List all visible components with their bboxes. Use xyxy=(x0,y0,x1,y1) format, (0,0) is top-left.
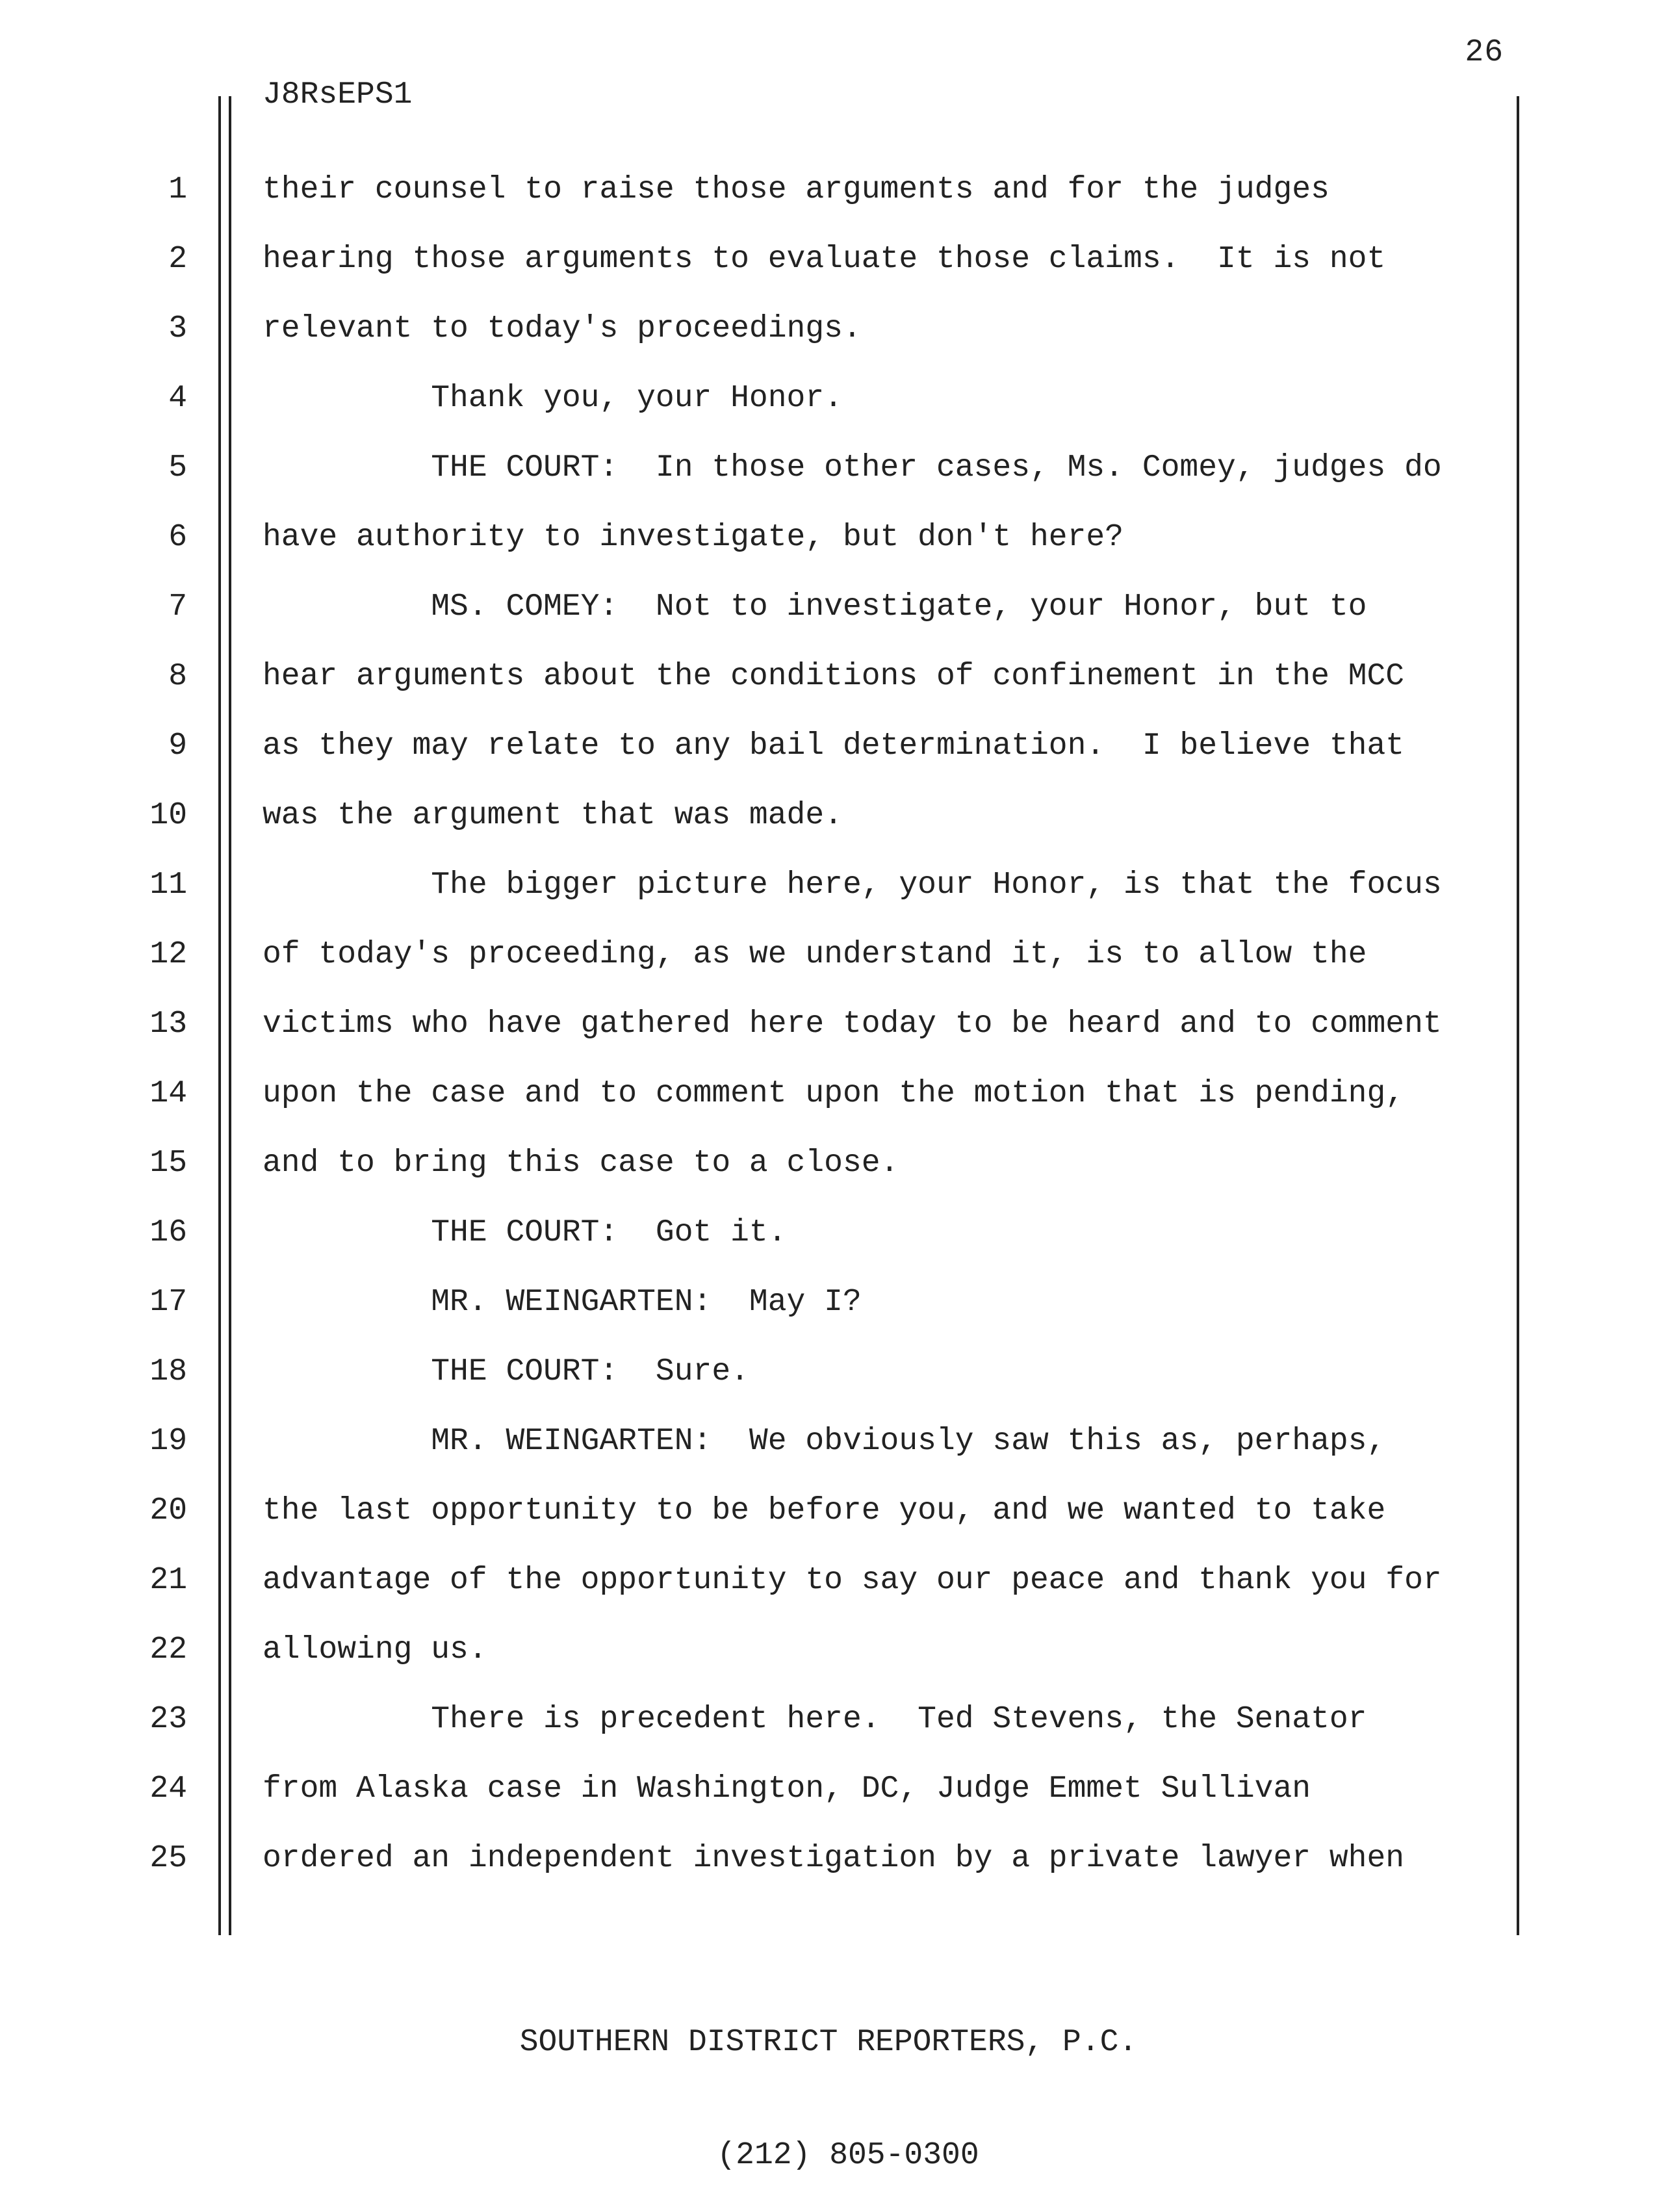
transcript-line xyxy=(0,860,1657,930)
line-number: 10 xyxy=(149,798,187,833)
transcript-line xyxy=(0,1834,1657,1903)
case-id-header: J8RsEPS1 xyxy=(263,77,413,112)
transcript-line xyxy=(0,791,1657,860)
line-text: The bigger picture here, your Honor, is that the focus xyxy=(263,868,1442,903)
transcript-line xyxy=(0,513,1657,582)
transcript-line xyxy=(0,374,1657,443)
reporter-name: SOUTHERN DISTRICT REPORTERS, P.C. xyxy=(519,2025,1138,2060)
line-text: from Alaska case in Washington, DC, Judge Emmet Sullivan xyxy=(263,1771,1311,1807)
line-text: have authority to investigate, but don't here? xyxy=(263,520,1124,555)
transcript-line xyxy=(0,304,1657,374)
line-text: hear arguments about the conditions of confinement in the MCC xyxy=(263,659,1405,694)
transcript-line xyxy=(0,721,1657,791)
line-text: ordered an independent investigation by a private lawyer when xyxy=(263,1841,1405,1876)
line-text: as they may relate to any bail determination. I believe that xyxy=(263,728,1405,764)
transcript-line xyxy=(0,1625,1657,1695)
line-text: THE COURT: Got it. xyxy=(263,1215,787,1250)
transcript-line xyxy=(0,1695,1657,1764)
transcript-line xyxy=(0,1417,1657,1486)
line-number: 6 xyxy=(168,520,187,555)
transcript-line xyxy=(0,652,1657,721)
line-text: advantage of the opportunity to say our peace and thank you for xyxy=(263,1563,1442,1598)
line-text: of today's proceeding, as we understand it, is to allow the xyxy=(263,937,1367,972)
line-text: MR. WEINGARTEN: May I? xyxy=(263,1285,862,1320)
line-number: 5 xyxy=(168,450,187,485)
line-text: hearing those arguments to evaluate those claims. It is not xyxy=(263,242,1386,277)
line-number: 19 xyxy=(149,1424,187,1459)
line-number: 22 xyxy=(149,1632,187,1667)
line-text: the last opportunity to be before you, and we wanted to take xyxy=(263,1493,1386,1528)
page-number: 26 xyxy=(1465,35,1504,70)
line-number: 21 xyxy=(149,1563,187,1598)
line-text: MR. WEINGARTEN: We obviously saw this as, perhaps, xyxy=(263,1424,1386,1459)
transcript-line xyxy=(0,582,1657,652)
line-number: 14 xyxy=(149,1076,187,1111)
transcript-line xyxy=(0,1278,1657,1347)
transcript-line xyxy=(0,1486,1657,1556)
transcript-line xyxy=(0,1764,1657,1834)
line-text: relevant to today's proceedings. xyxy=(263,311,862,346)
line-number: 11 xyxy=(149,868,187,903)
line-number: 3 xyxy=(168,311,187,346)
line-number: 15 xyxy=(149,1146,187,1181)
line-number: 9 xyxy=(168,728,187,764)
line-number: 16 xyxy=(149,1215,187,1250)
transcript-line xyxy=(0,1069,1657,1138)
transcript-line xyxy=(0,1347,1657,1417)
transcript-line xyxy=(0,1138,1657,1208)
transcript-line xyxy=(0,443,1657,513)
line-text: THE COURT: Sure. xyxy=(263,1354,749,1389)
line-number: 7 xyxy=(168,589,187,624)
line-number: 23 xyxy=(149,1702,187,1737)
line-text: THE COURT: In those other cases, Ms. Comey, judges do xyxy=(263,450,1442,485)
line-number: 2 xyxy=(168,242,187,277)
transcript-line xyxy=(0,999,1657,1069)
line-text: allowing us. xyxy=(263,1632,487,1667)
line-number: 13 xyxy=(149,1007,187,1042)
line-text: There is precedent here. Ted Stevens, the Senator xyxy=(263,1702,1367,1737)
line-number: 12 xyxy=(149,937,187,972)
line-number: 4 xyxy=(168,381,187,416)
line-text: MS. COMEY: Not to investigate, your Honor, but to xyxy=(263,589,1367,624)
line-text: upon the case and to comment upon the motion that is pending, xyxy=(263,1076,1405,1111)
line-number: 17 xyxy=(149,1285,187,1320)
line-text: was the argument that was made. xyxy=(263,798,843,833)
line-number: 8 xyxy=(168,659,187,694)
transcript-line xyxy=(0,930,1657,999)
line-text: victims who have gathered here today to be heard and to comment xyxy=(263,1007,1442,1042)
transcript-line xyxy=(0,165,1657,235)
page-footer xyxy=(0,1948,1657,2212)
line-number: 25 xyxy=(149,1841,187,1876)
line-number: 1 xyxy=(168,172,187,207)
line-number: 20 xyxy=(149,1493,187,1528)
line-number: 18 xyxy=(149,1354,187,1389)
line-text: and to bring this case to a close. xyxy=(263,1146,899,1181)
transcript-line xyxy=(0,1208,1657,1278)
reporter-phone: (212) 805-0300 xyxy=(717,2138,979,2173)
line-text: Thank you, your Honor. xyxy=(263,381,843,416)
line-number: 24 xyxy=(149,1771,187,1807)
line-text: their counsel to raise those arguments and for the judges xyxy=(263,172,1329,207)
transcript-line xyxy=(0,1556,1657,1625)
transcript-line xyxy=(0,235,1657,304)
